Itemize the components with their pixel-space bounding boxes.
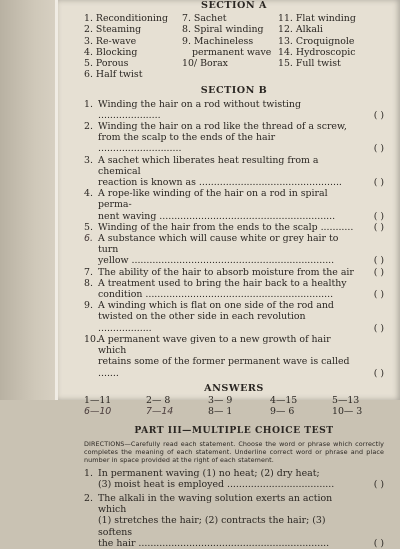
question-text: (1) stretches the hair; (2) contracts the hair; (3) softens <box>98 515 326 538</box>
section-b-title: SECTION B <box>200 85 268 97</box>
answer-cell: 9— 6 <box>270 406 295 418</box>
answer-blank[interactable]: ( ) <box>373 221 384 233</box>
term: 12. Alkali <box>278 24 323 36</box>
section-a-terms <box>84 13 384 80</box>
terms-column-1 <box>84 13 182 80</box>
terms-column-2 <box>182 13 278 80</box>
section-a-title: SECTION A <box>201 0 267 11</box>
question-number: 3. <box>84 154 93 166</box>
question-number: 7. <box>84 266 93 278</box>
question-text: A winding which is flat on one side of the rod and <box>98 300 334 312</box>
term-continued: permanent wave <box>192 46 272 58</box>
question-number: 10. <box>84 333 99 345</box>
question-number: 1. <box>84 467 93 479</box>
answer-blank[interactable]: ( ) <box>373 109 384 121</box>
answer-cell: 4—15 <box>270 394 298 406</box>
question-text: reaction is known as ................................................ <box>98 177 342 189</box>
answer-cell: 10— 3 <box>332 406 363 418</box>
question <box>84 468 384 490</box>
term: 4. Blocking <box>84 46 138 58</box>
question-number: 1. <box>84 98 93 110</box>
question <box>84 155 384 189</box>
question-text: the hair ................................................................ <box>98 537 330 549</box>
question-number: 2. <box>84 121 93 133</box>
answer-blank[interactable]: ( ) <box>373 478 384 490</box>
question-text: A sachet which liberates heat resulting from a chemical <box>98 154 319 177</box>
question <box>84 278 384 300</box>
question <box>84 334 384 379</box>
term: 2. Steaming <box>84 24 142 36</box>
page-content <box>84 0 384 549</box>
question <box>84 121 384 155</box>
section-b-questions <box>84 99 384 379</box>
answer-cell: 2— 8 <box>146 394 171 406</box>
question-number: 4. <box>84 188 93 200</box>
question-text: The ability of the hair to absorb moisture from the air <box>98 266 354 278</box>
question-number: 5. <box>84 221 93 233</box>
term: 9. Machineless <box>182 35 254 47</box>
answer-cell: 8— 1 <box>208 406 233 418</box>
question <box>84 233 384 267</box>
question-text: retains some of the former permanent wave is called ....... <box>98 356 350 379</box>
terms-column-3 <box>278 13 382 80</box>
question-text: A rope-like winding of the hair on a rod in spiral perma- <box>98 188 328 211</box>
term: 11. Flat winding <box>278 13 356 25</box>
answer-cell: 5—13 <box>332 394 360 406</box>
answer-blank[interactable]: ( ) <box>373 255 384 267</box>
answer-blank[interactable]: ( ) <box>373 322 384 334</box>
question <box>84 188 384 222</box>
question <box>84 99 384 121</box>
answer-blank[interactable]: ( ) <box>373 367 384 379</box>
question-text: twisted on the other side in each revolution .................. <box>98 311 306 334</box>
question-text: (3) moist heat is employed .................................... <box>98 478 335 490</box>
answers-title: ANSWERS <box>204 382 264 394</box>
page-gutter <box>0 0 58 400</box>
answer-blank[interactable]: ( ) <box>373 537 384 549</box>
term: 7. Sachet <box>182 13 227 25</box>
question-text: Winding of the hair from the ends to the scalp ........... <box>98 221 354 233</box>
question-text: A permanent wave given to a new growth of hair which <box>98 333 331 357</box>
answer-blank[interactable]: ( ) <box>373 266 384 278</box>
term: 15. Full twist <box>278 58 341 70</box>
term: 14. Hydroscopic <box>278 46 356 58</box>
question-number: 8. <box>84 277 93 289</box>
question <box>84 493 384 549</box>
answer-cell: 1—11 <box>84 394 112 406</box>
answer-blank[interactable]: ( ) <box>373 289 384 301</box>
question <box>84 300 384 334</box>
term: 1. Reconditioning <box>84 13 168 25</box>
question-number: 6. <box>84 233 93 245</box>
question <box>84 222 384 233</box>
term: 10/ Borax <box>182 58 228 70</box>
answer-blank[interactable]: ( ) <box>373 210 384 222</box>
question-text: A substance which will cause white or grey hair to turn <box>98 233 339 256</box>
question-text: nent waving ........................................................... <box>98 210 336 222</box>
answer-cell: 6—10 <box>84 406 112 418</box>
answer-blank[interactable]: ( ) <box>373 177 384 189</box>
multiple-choice-questions <box>84 468 384 549</box>
question-text: yellow .................................................................... <box>98 255 335 267</box>
question-text: condition ............................................................... <box>98 289 334 301</box>
answer-blank[interactable]: ( ) <box>373 143 384 155</box>
question-text: Winding the hair on a rod like the thread of a screw, <box>98 121 347 133</box>
directions-text: DIRECTIONS—Carefully read each statement. Choose the word or phrase which correctly completes the meaning of each statement. Underline correct word or phrase and place number in space provided at the right of each statement. <box>84 439 384 464</box>
answer-cell: 3— 9 <box>208 394 233 406</box>
term: 6. Half twist <box>84 69 143 81</box>
question-text: In permanent waving (1) no heat; (2) dry heat; <box>98 467 320 479</box>
question <box>84 267 384 278</box>
question-text: from the scalp to the ends of the hair ............................ <box>98 132 276 155</box>
question-text: Winding the hair on a rod without twisting ..................... <box>98 98 301 121</box>
term: 13. Croquignole <box>278 35 355 47</box>
question-text: A treatment used to bring the hair back to a healthy <box>98 277 347 289</box>
term: 8. Spiral winding <box>182 24 264 36</box>
answer-cell: 7—14 <box>146 406 174 418</box>
answer-key <box>84 395 384 417</box>
term: 5. Porous <box>84 58 129 70</box>
question-number: 9. <box>84 300 93 312</box>
term: 3. Re-wave <box>84 35 137 47</box>
question-number: 2. <box>84 492 93 504</box>
question-text: The alkali in the waving solution exerts an action which <box>98 492 333 516</box>
part-3-title: PART III—MULTIPLE CHOICE TEST <box>134 425 334 437</box>
